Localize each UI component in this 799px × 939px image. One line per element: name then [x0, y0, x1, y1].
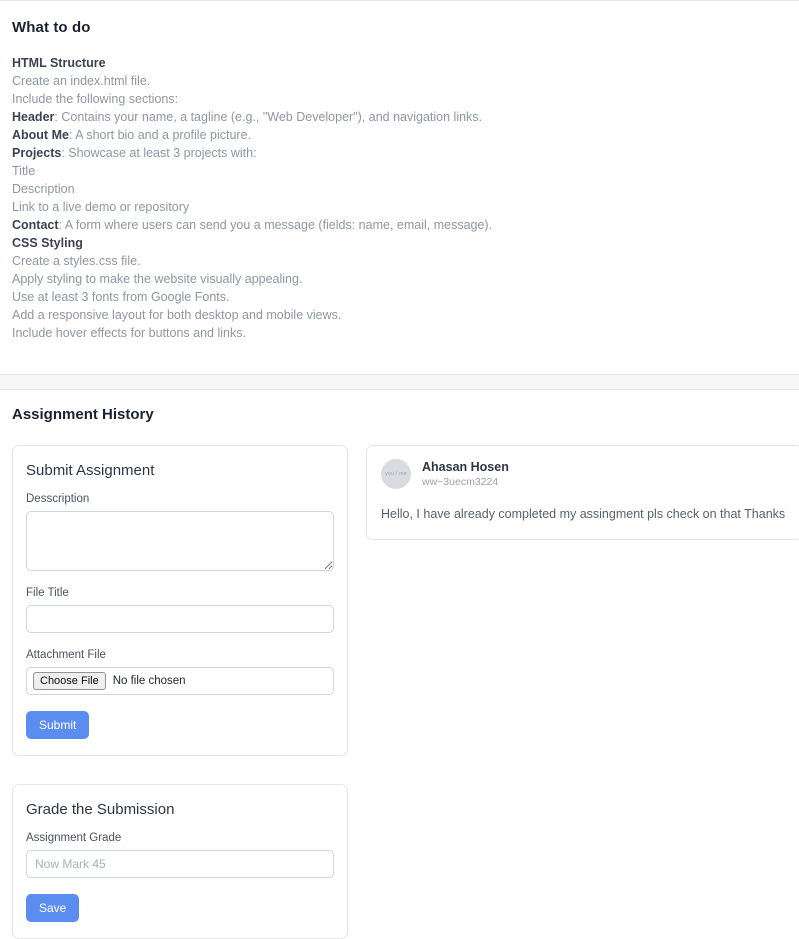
todo-line-lead: Header [12, 110, 55, 124]
save-button[interactable]: Save [26, 894, 79, 922]
todo-line [12, 144, 787, 162]
submission-message: Hello, I have already completed my assingment pls check on that Thanks [381, 507, 786, 521]
assignment-history-section [0, 390, 799, 939]
avatar: you / me [381, 459, 411, 489]
choose-file-button[interactable]: Choose File [33, 672, 106, 690]
grade-submission-title: Grade the Submission [26, 801, 175, 818]
submission-header [381, 459, 788, 489]
todo-line [12, 108, 787, 126]
what-to-do-section [0, 1, 799, 352]
assignment-history-body [12, 445, 787, 939]
todo-line: Use at least 3 fonts from Google Fonts. [12, 290, 230, 304]
todo-line: Apply styling to make the website visually appealing. [12, 272, 303, 286]
submission-author-block [422, 460, 509, 489]
description-label: Desscription [26, 493, 90, 505]
todo-line [12, 126, 787, 144]
what-to-do-list [12, 54, 787, 342]
assignment-grade-input[interactable] [26, 850, 334, 878]
submit-assignment-card [12, 445, 348, 756]
left-column [12, 445, 348, 939]
todo-line: Create a styles.css file. [12, 254, 141, 268]
page-title: What to do [12, 19, 91, 36]
attachment-file-label: Attachment File [26, 649, 106, 661]
section-separator [0, 374, 799, 390]
submit-assignment-title: Submit Assignment [26, 462, 155, 479]
attachment-file-input[interactable] [26, 667, 334, 695]
todo-line: Description [12, 182, 75, 196]
todo-line-text: : A short bio and a profile picture. [68, 128, 251, 142]
todo-line: HTML Structure [12, 56, 106, 70]
todo-line: Link to a live demo or repository [12, 200, 190, 214]
todo-line: Title [12, 164, 36, 178]
todo-line-text: : A form where users can send you a message (fields: name, email, message). [58, 218, 493, 232]
todo-line: Include hover effects for buttons and links. [12, 326, 246, 340]
submission-card [366, 445, 799, 540]
todo-line: CSS Styling [12, 236, 83, 250]
right-column [366, 445, 787, 540]
todo-line-lead: Projects [12, 146, 62, 160]
file-chosen-label: No file chosen [112, 675, 186, 687]
grade-submission-card [12, 784, 348, 939]
todo-line: Add a responsive layout for both desktop and mobile views. [12, 308, 342, 322]
submission-author: Ahasan Hosen [422, 459, 509, 474]
file-title-input[interactable] [26, 605, 334, 633]
todo-line-lead: Contact [12, 218, 59, 232]
description-textarea[interactable] [26, 511, 334, 571]
todo-line [12, 216, 787, 234]
todo-line-text: : Showcase at least 3 projects with: [61, 146, 257, 160]
submission-meta: ww~3uecm3224 [422, 475, 499, 488]
submit-button[interactable]: Submit [26, 711, 89, 739]
todo-line-lead: About Me [12, 128, 69, 142]
todo-line-text: : Contains your name, a tagline (e.g., "Web Developer"), and navigation links. [54, 110, 483, 124]
assignment-history-title: Assignment History [12, 406, 154, 423]
todo-line: Create an index.html file. [12, 74, 151, 88]
file-title-label: File Title [26, 587, 69, 599]
todo-line: Include the following sections: [12, 92, 179, 106]
assignment-grade-label: Assignment Grade [26, 832, 122, 844]
